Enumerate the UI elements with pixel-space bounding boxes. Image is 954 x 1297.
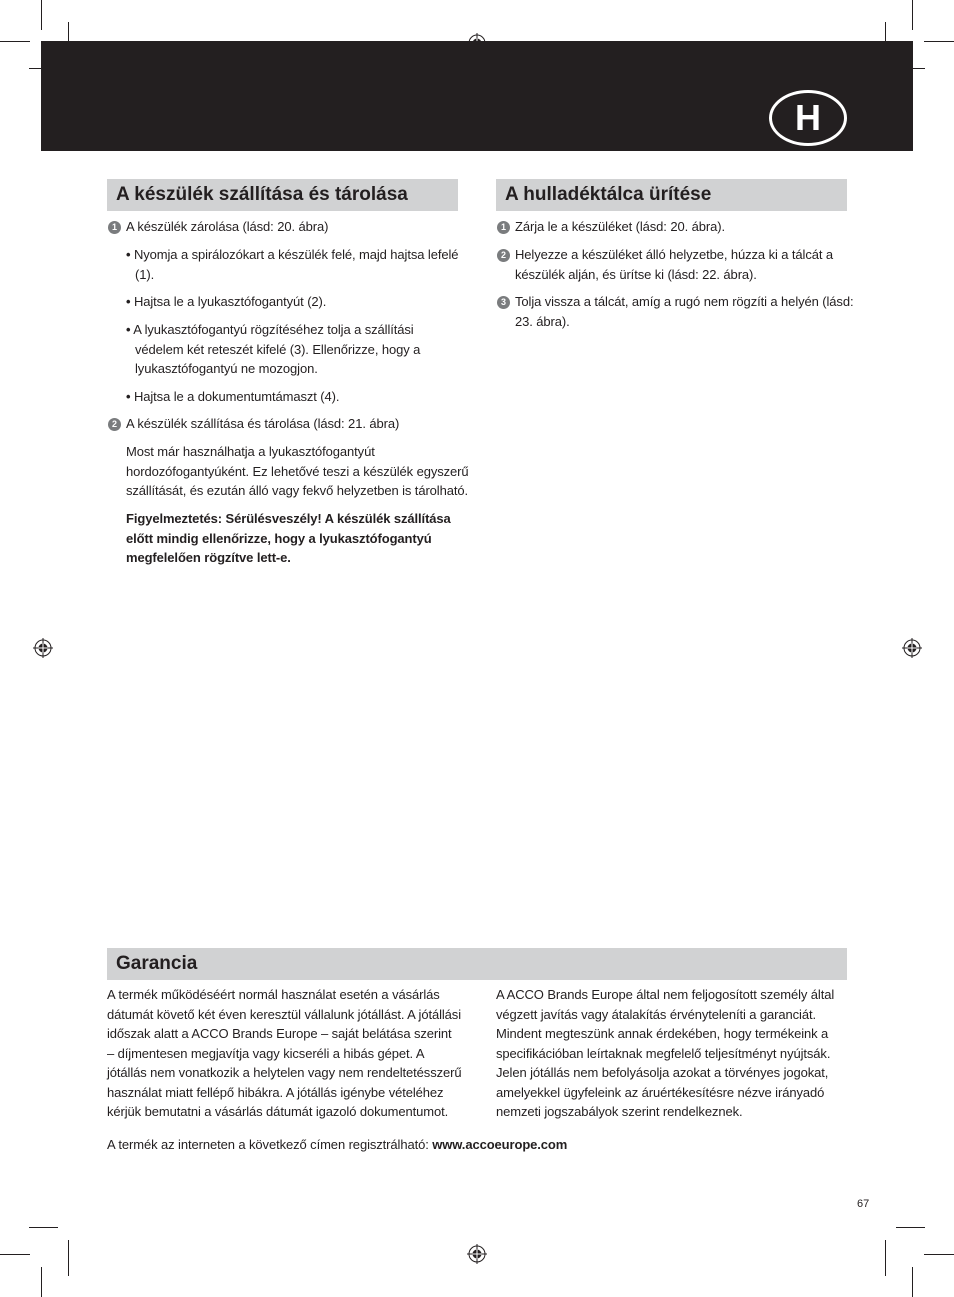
warranty-line: dátumát követő két éven keresztül vállalunk jótállást. A jótállási xyxy=(107,1006,461,1022)
warranty-line: kérjük bemutatni a vásárlás dátumát igazoló dokumentumot. xyxy=(107,1104,449,1119)
bullet-item: • Nyomja a spirálozókart a készülék felé, majd hajtsa lefelé xyxy=(126,247,459,262)
warranty-line: A ACCO Brands Europe által nem feljogosított személy által xyxy=(496,987,835,1002)
step-number-badge: 1 xyxy=(497,221,510,234)
bullet-icon: • xyxy=(126,294,131,309)
crop-mark xyxy=(912,1267,913,1297)
warranty-line: jótállás nem vonatkozik a helytelen vagy nem rendeltetésszerű xyxy=(107,1065,462,1080)
registration-text: A termék az interneten a következő címen regisztrálható: xyxy=(107,1137,433,1152)
crop-mark xyxy=(0,41,30,42)
crop-mark xyxy=(68,1240,69,1276)
language-badge: H xyxy=(769,90,847,146)
crop-mark xyxy=(924,41,954,42)
warranty-line: Jelen jótállás nem befolyásolja azokat a törvényes jogokat, xyxy=(496,1065,829,1080)
step-number-badge: 3 xyxy=(497,296,510,309)
warning-line: Figyelmeztetés: Sérülésveszély! A készülék szállítása xyxy=(126,511,451,526)
bullet-item-continuation: lyukasztófogantyú ne mozogjon. xyxy=(135,361,318,376)
registration-line xyxy=(107,1135,567,1155)
step-text: A készülék zárolása (lásd: 20. ábra) xyxy=(126,219,329,234)
step-text-continuation: 23. ábra). xyxy=(515,313,570,329)
bullet-icon: • xyxy=(126,247,131,262)
section-title-warranty: Garancia xyxy=(107,948,847,980)
crop-mark xyxy=(912,0,913,30)
warranty-line: – díjmentesen megjavítja vagy kicseréli a hibás gépet. A xyxy=(107,1045,425,1061)
step-number-badge: 2 xyxy=(497,249,510,262)
registration-mark-icon xyxy=(902,638,922,658)
crop-mark xyxy=(41,1267,42,1297)
paragraph-line: szállítását, és ezután álló vagy fekvő helyzetben is tárolható. xyxy=(126,483,469,498)
bullet-icon: • xyxy=(126,389,131,404)
step-text: A készülék szállítása és tárolása (lásd: 21. ábra) xyxy=(126,416,400,431)
warranty-line: amelyekkel ügyfeleink az áruértékesítésre nézve irányadó xyxy=(496,1084,825,1100)
bullet-item: • A lyukasztófogantyú rögzítéséhez tolja a szállítási xyxy=(126,322,414,337)
registration-url-link[interactable]: www.accoeurope.com xyxy=(432,1137,568,1152)
registration-mark-icon xyxy=(467,1244,487,1264)
warranty-line: A termék működéséért normál használat esetén a vásárlás xyxy=(107,987,440,1002)
step-text: Tolja vissza a tálcát, amíg a rugó nem rögzíti a helyén (lásd: xyxy=(515,294,854,309)
crop-mark xyxy=(41,0,42,30)
bullet-item: • Hajtsa le a lyukasztófogantyút (2). xyxy=(126,294,327,309)
warning-line: előtt mindig ellenőrizze, hogy a lyukasztófogantyú xyxy=(126,530,432,546)
crop-mark xyxy=(0,1254,30,1255)
step-number-badge: 1 xyxy=(108,221,121,234)
warranty-line: használat miatt fellépő hibákra. A jótállás igénybe vételéhez xyxy=(107,1084,444,1100)
crop-mark xyxy=(29,1227,58,1228)
warranty-line: időszak alatt a ACCO Brands Europe – saját belátása szerint xyxy=(107,1026,452,1041)
warning-line: megfelelően rögzítve lett-e. xyxy=(126,550,291,565)
step-text: Helyezze a készüléket álló helyzetbe, húzza ki a tálcát a xyxy=(515,247,834,262)
section-title-transport: A készülék szállítása és tárolása xyxy=(107,179,458,211)
step-text-continuation: készülék alján, és ürítse ki (lásd: 22. ábra). xyxy=(515,266,757,282)
bullet-item-continuation: védelem két reteszét kifelé (3). Ellenőrizze, hogy a xyxy=(135,341,421,357)
warranty-line: Mindent megteszünk annak érdekében, hogy termékeink a xyxy=(496,1026,829,1041)
bullet-item-continuation: (1). xyxy=(135,266,155,282)
registration-mark-icon xyxy=(33,638,53,658)
step-text: Zárja le a készüléket (lásd: 20. ábra). xyxy=(515,219,725,234)
warranty-line: nemzeti jogszabályok szerint rendelkeznek. xyxy=(496,1104,743,1119)
page-number: 67 xyxy=(857,1198,870,1210)
warranty-line: végzett javítás vagy átalakítás érvényteleníti a garanciát. xyxy=(496,1006,817,1022)
crop-mark xyxy=(924,1254,954,1255)
section-title-waste-tray: A hulladéktálca ürítése xyxy=(496,179,847,211)
step-number-badge: 2 xyxy=(108,418,121,431)
crop-mark xyxy=(896,1227,925,1228)
crop-mark xyxy=(885,1240,886,1276)
bullet-icon: • xyxy=(126,322,131,337)
paragraph-line: Most már használhatja a lyukasztófogantyút xyxy=(126,444,375,459)
bullet-item: • Hajtsa le a dokumentumtámaszt (4). xyxy=(126,389,340,404)
paragraph-line: hordozófogantyúként. Ez lehetővé teszi a készülék egyszerű xyxy=(126,463,469,479)
warranty-line: specifikációban leírtaknak megfelelő teljesítményt nyújtsák. xyxy=(496,1045,831,1061)
